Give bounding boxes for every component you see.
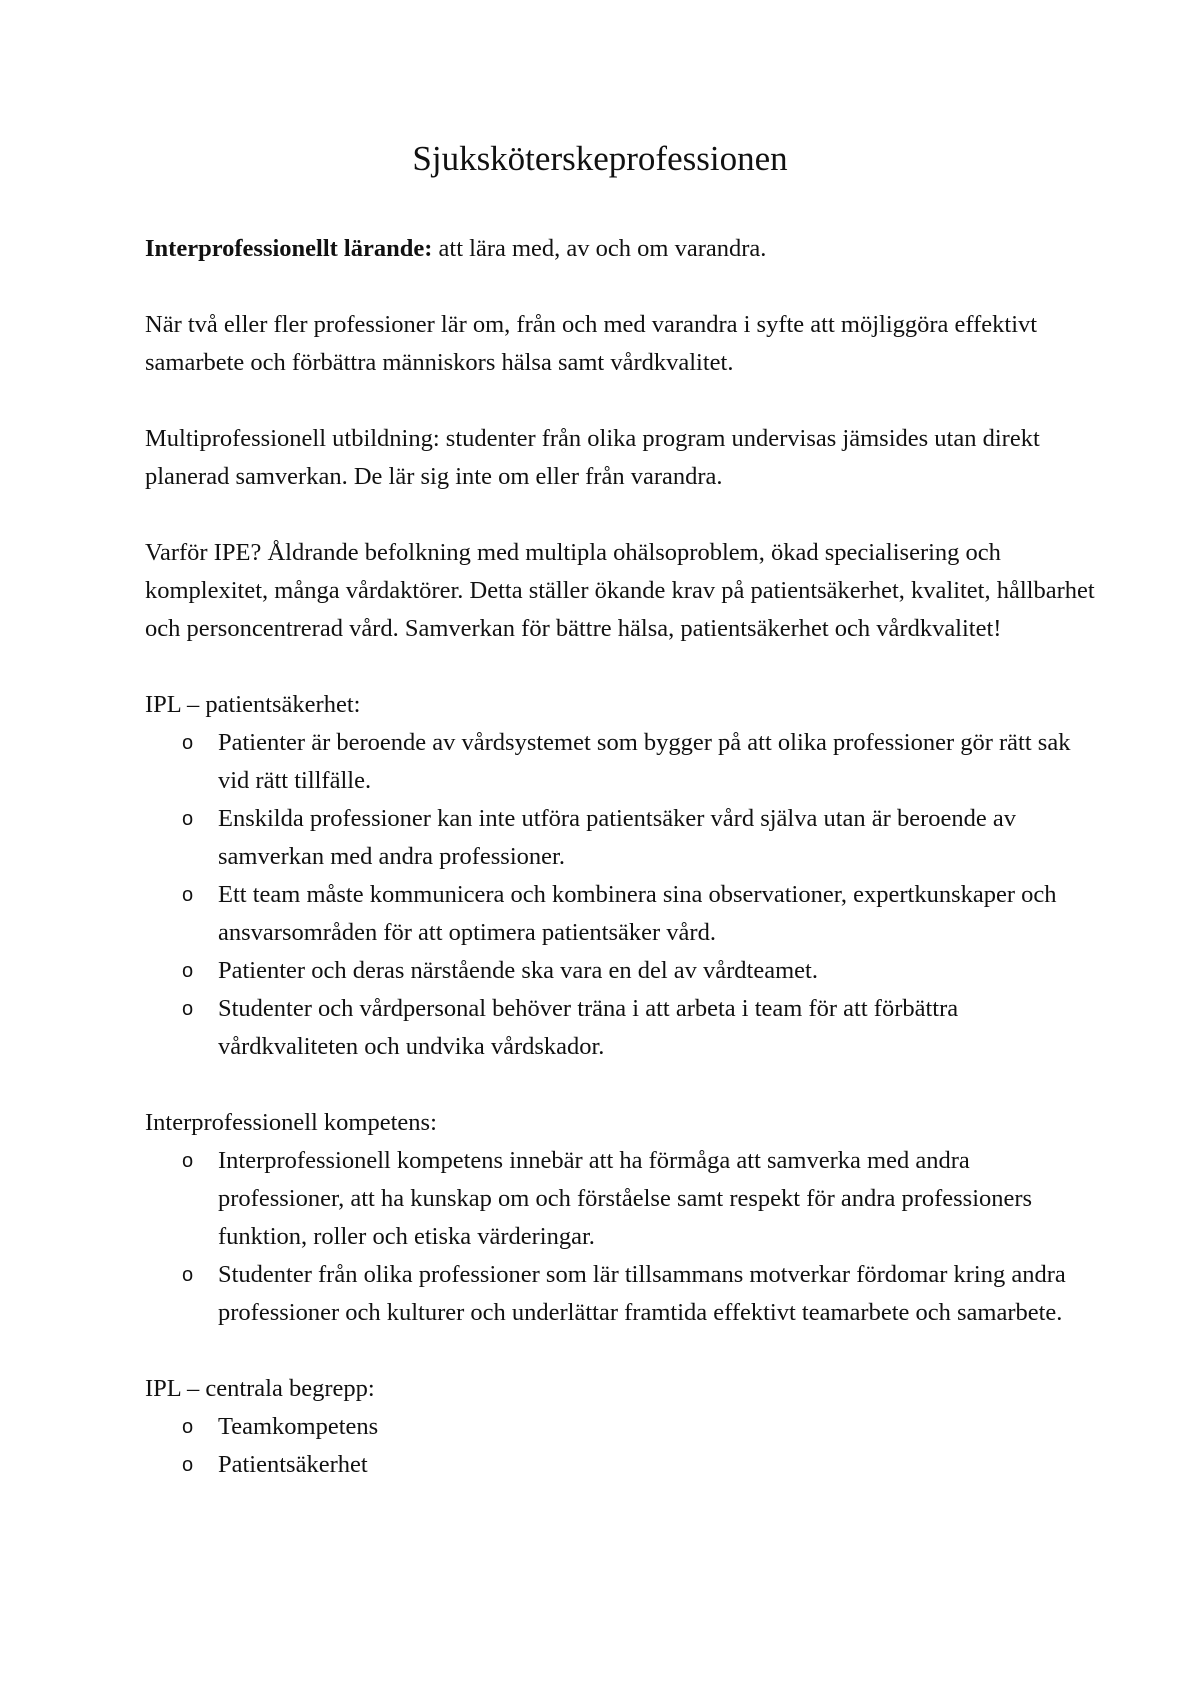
list-item-text: Patienter är beroende av vårdsystemet som bygger på att olika professioner gör rätt sak vid rätt tillfälle. <box>218 729 1071 794</box>
list-item <box>145 876 1095 952</box>
list-item-text: Interprofessionell kompetens innebär att ha förmåga att samverka med andra professioner, att ha kunskap om och förståelse samt respekt för andra professioners funktion, roller och etiska värderingar. <box>218 1147 1033 1250</box>
list-item <box>145 1408 1095 1446</box>
paragraph-ipl-definition: När två eller fler professioner lär om, från och med varandra i syfte att möjliggöra effektivt samarbete och förbättra människors hälsa samt vårdkvalitet. <box>145 311 1038 376</box>
list-item <box>145 1142 1095 1256</box>
document-body <box>145 230 1095 1484</box>
bullet-marker: o <box>182 998 194 1020</box>
list-item <box>145 952 1095 990</box>
list-item-text: Patientsäkerhet <box>218 1451 368 1478</box>
paragraph-multiprofessional: Multiprofessionell utbildning: studenter från olika program undervisas jämsides utan direkt planerad samverkan. De lär sig inte om eller från varandra. <box>145 425 1040 490</box>
bullet-marker: o <box>182 1416 194 1438</box>
list-item-text: Teamkompetens <box>218 1413 379 1440</box>
bullet-list-kompetens <box>145 1142 1095 1332</box>
bullet-marker: o <box>182 808 194 830</box>
bullet-list-centrala-begrepp <box>145 1408 1095 1484</box>
list-item <box>145 990 1095 1066</box>
page-title: Sjuksköterskeprofessionen <box>412 139 788 178</box>
intro-paragraph <box>145 230 1095 268</box>
bullet-marker: o <box>182 884 194 906</box>
list-item-text: Enskilda professioner kan inte utföra patientsäker vård själva utan är beroende av samverkan med andra professioner. <box>218 805 1016 870</box>
bullet-marker: o <box>182 1454 194 1476</box>
list-item <box>145 724 1095 800</box>
bullet-marker: o <box>182 732 194 754</box>
list-item-text: Patienter och deras närstående ska vara en del av vårdteamet. <box>218 957 818 984</box>
bullet-marker: o <box>182 1264 194 1286</box>
intro-term: Interprofessionellt lärande: <box>145 235 433 262</box>
bullet-marker: o <box>182 1150 194 1172</box>
list-item-text: Studenter och vårdpersonal behöver träna i att arbeta i team för att förbättra vårdkvaliteten och undvika vårdskador. <box>218 995 959 1060</box>
list-item <box>145 1256 1095 1332</box>
list-item-text: Studenter från olika professioner som lär tillsammans motverkar fördomar kring andra professioner och kulturer och underlättar framtida effektivt teamarbete och samarbete. <box>218 1261 1066 1326</box>
bullet-list-patientsakerhet <box>145 724 1095 1066</box>
bullet-marker: o <box>182 960 194 982</box>
intro-definition: att lära med, av och om varandra. <box>432 235 767 262</box>
section-heading-patientsakerhet: IPL – patientsäkerhet: <box>145 691 361 718</box>
section-heading-kompetens: Interprofessionell kompetens: <box>145 1109 437 1136</box>
paragraph-why-ipe: Varför IPE? Åldrande befolkning med multipla ohälsoproblem, ökad specialisering och komplexitet, många vårdaktörer. Detta ställer ökande krav på patientsäkerhet, kvalitet, hållbarhet och personcentrerad vård. Samverkan för bättre hälsa, patientsäkerhet och vårdkvalitet! <box>145 539 1095 642</box>
section-heading-centrala-begrepp: IPL – centrala begrepp: <box>145 1375 375 1402</box>
list-item-text: Ett team måste kommunicera och kombinera sina observationer, expertkunskaper och ansvarsområden för att optimera patientsäker vård. <box>218 881 1057 946</box>
list-item <box>145 1446 1095 1484</box>
list-item <box>145 800 1095 876</box>
